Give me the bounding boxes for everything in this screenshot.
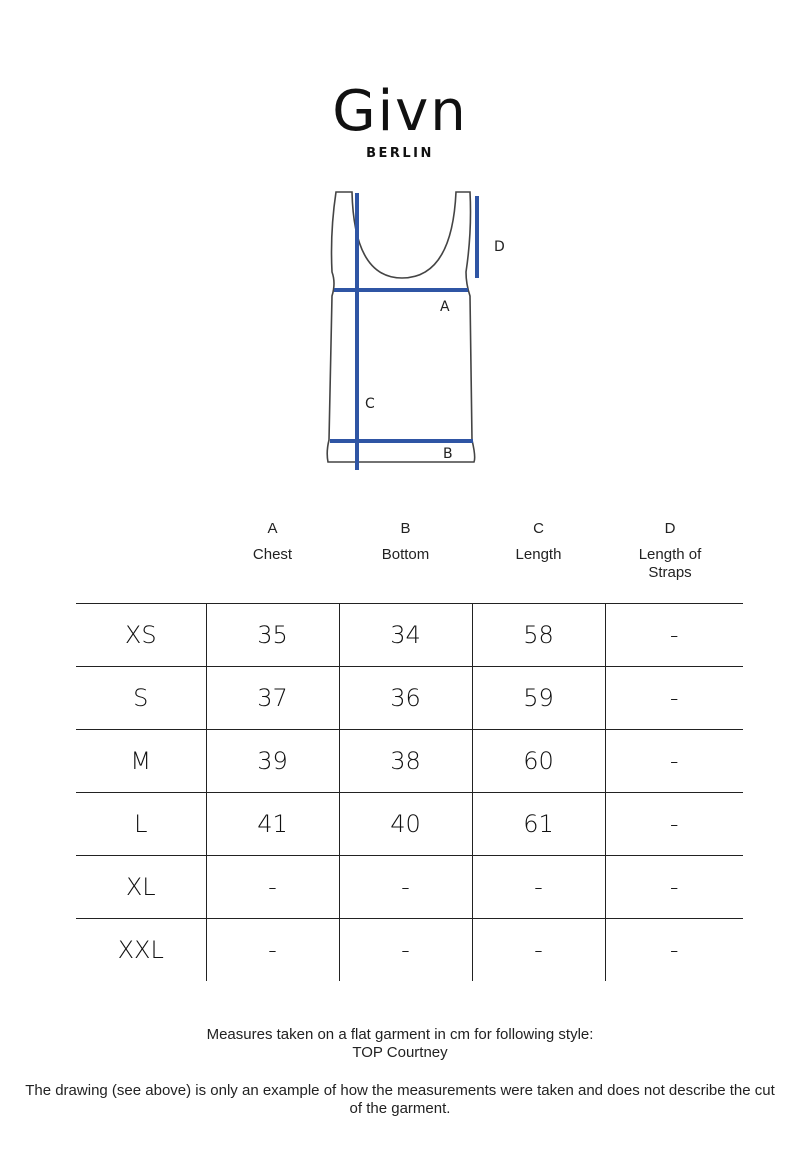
table-row [76,730,743,793]
table-row [76,604,743,667]
disclaimer-note: The drawing (see above) is only an example of how the measurements were taken and does not describe the cut of the garment. [25,1082,775,1117]
straps-value: - [605,856,743,919]
label-d: D [494,239,505,255]
size-label: S [76,667,206,730]
label-b: B [443,446,453,462]
chest-value: - [206,919,339,982]
length-value: - [472,919,605,982]
straps-value: - [605,730,743,793]
size-chart-table [76,603,743,981]
brand-logo [0,80,800,161]
chest-value: - [206,856,339,919]
style-name: TOP Courtney [352,1044,448,1061]
straps-value: - [605,919,743,982]
bottom-value: 40 [339,793,472,856]
table-row [76,919,743,982]
column-header-length [472,520,605,564]
table-row [76,793,743,856]
straps-value: - [605,793,743,856]
chest-value: 35 [206,604,339,667]
size-label: XL [76,856,206,919]
column-name: Chest [252,546,293,563]
measure-note-line: Measures taken on a flat garment in cm for following style: [206,1026,594,1043]
bottom-value: - [339,919,472,982]
bottom-value: - [339,856,472,919]
label-a: A [440,299,450,315]
column-name: Length of Straps [638,546,702,581]
length-value: 58 [472,604,605,667]
column-letter: A [267,520,278,537]
chest-value: 37 [206,667,339,730]
size-label: L [76,793,206,856]
table-row [76,856,743,919]
table-row [76,667,743,730]
garment-diagram [300,185,530,485]
length-value: 59 [472,667,605,730]
chest-value: 41 [206,793,339,856]
column-header-bottom [339,520,472,564]
measure-note [20,1026,780,1062]
length-value: 60 [472,730,605,793]
straps-value: - [605,667,743,730]
size-label: M [76,730,206,793]
column-letter: D [664,520,676,537]
column-name: Bottom [381,546,430,563]
brand-name: Givn [332,79,468,144]
column-letter: C [533,520,544,537]
size-label: XXL [76,919,206,982]
bottom-value: 38 [339,730,472,793]
column-name: Length [515,546,562,563]
bottom-value: 34 [339,604,472,667]
tank-top-outline [327,192,474,462]
length-value: - [472,856,605,919]
column-letter: B [400,520,411,537]
length-value: 61 [472,793,605,856]
brand-subtitle: BERLIN [366,146,434,161]
chest-value: 39 [206,730,339,793]
column-header-chest [206,520,339,564]
column-header-straps [615,520,725,582]
label-c: C [365,396,375,412]
measurement-lines [330,193,477,470]
straps-value: - [605,604,743,667]
bottom-value: 36 [339,667,472,730]
size-label: XS [76,604,206,667]
